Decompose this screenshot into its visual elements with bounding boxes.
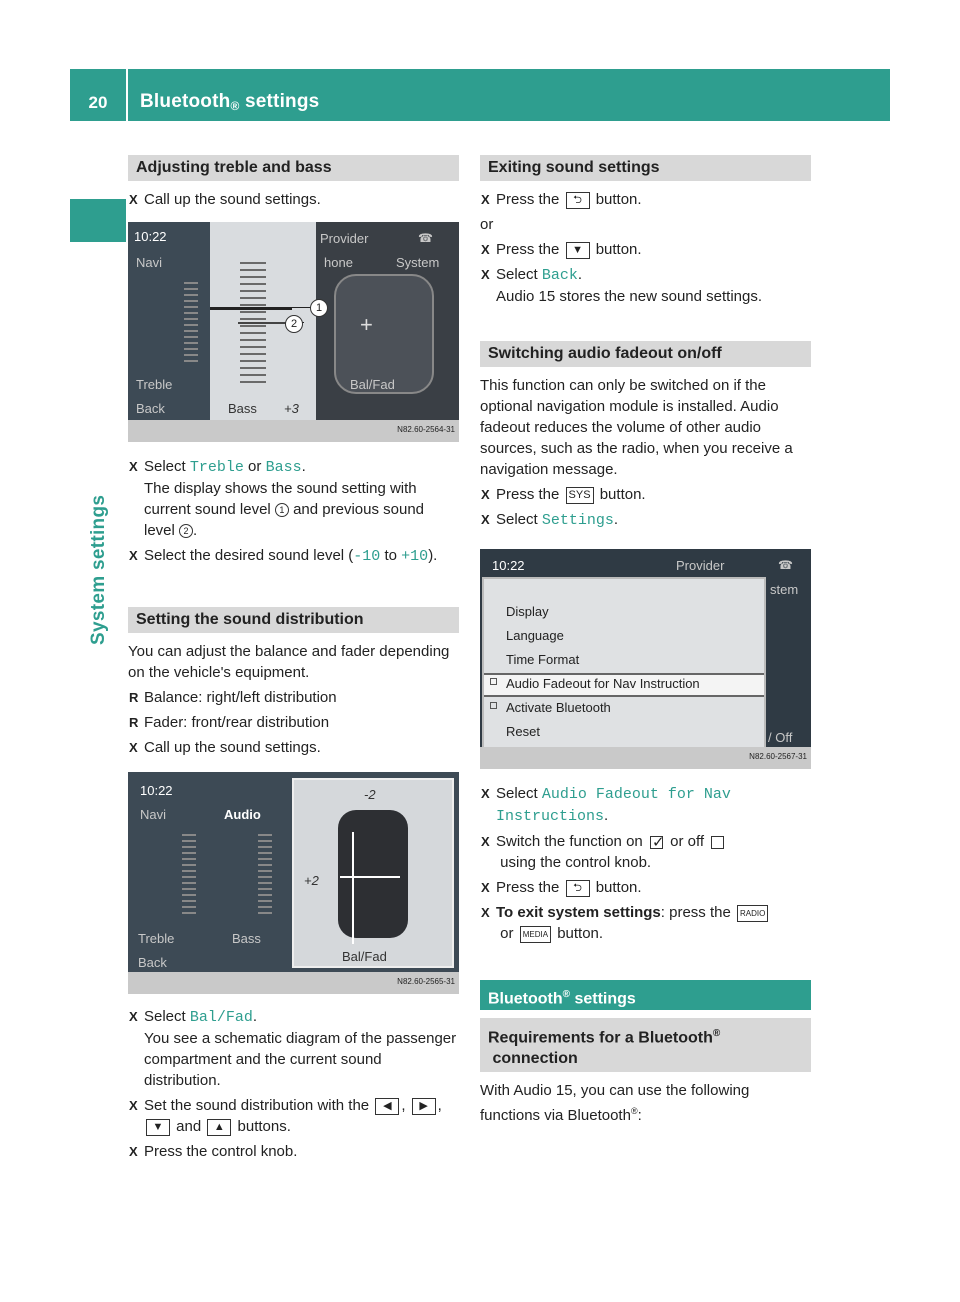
page-title-sup: ®: [230, 99, 240, 113]
step: [480, 484, 811, 505]
step-text: .: [577, 266, 583, 283]
step-text: Press the control knob.: [144, 1143, 298, 1160]
current-level-line: [210, 307, 292, 310]
screen-provider: Provider: [320, 231, 369, 246]
step-text: Call up the sound settings.: [144, 191, 321, 208]
figure-code: N82.60-2564-31: [397, 425, 455, 434]
heading-sup: ®: [712, 1028, 721, 1039]
callout-2: 2: [285, 315, 303, 333]
screen-level-ticks-left: [184, 282, 198, 362]
screen-balfad: Bal/Fad: [342, 949, 387, 964]
balance-line: [340, 876, 400, 878]
bullet: [128, 712, 459, 733]
step: [480, 783, 811, 827]
page-number: 20: [88, 93, 108, 112]
step-text: Select: [496, 785, 542, 802]
checkbox-off-icon: [711, 836, 724, 849]
screen-tab-system: System: [396, 255, 440, 270]
heading-text: Bluetooth: [488, 990, 563, 1008]
back-key-icon: ⮌: [566, 880, 590, 897]
settings-menu-item: Time Format: [506, 652, 580, 667]
page-title-a: Bluetooth: [140, 91, 231, 112]
screen-treble: Treble: [136, 377, 173, 392]
step-text: Switch the function on: [496, 833, 647, 850]
step: [128, 1006, 459, 1091]
section-title-bluetooth-settings: [480, 980, 811, 1010]
step-text: Call up the sound settings.: [144, 739, 321, 756]
paragraph: [480, 1080, 811, 1126]
section-title-sound-distribution: Setting the sound distribution: [128, 607, 459, 633]
screen-tab-phone: hone: [324, 255, 353, 270]
screenshot-sound-distribution: [128, 772, 459, 994]
screen-treble: Treble: [138, 931, 175, 946]
settings-menu-item: Language: [506, 628, 564, 643]
step-text: Press the: [496, 241, 564, 258]
paragraph-sup: ®: [630, 1106, 638, 1117]
step: X Set the sound distribution with the ◀ , ▶ , ▼ and ▲ buttons.: [128, 1095, 459, 1137]
step: [480, 509, 811, 531]
heading-text: settings: [570, 990, 636, 1008]
up-arrow-key-icon: ▲: [207, 1119, 231, 1136]
step-text: button.: [591, 241, 642, 258]
step: [480, 239, 811, 260]
section-title-audio-fadeout: Switching audio fadeout on/off: [480, 341, 811, 367]
previous-level-line: [238, 322, 292, 324]
heading-sup: ®: [562, 989, 571, 1000]
screen-tab-system: stem: [770, 582, 799, 597]
step-text: buttons.: [233, 1118, 291, 1135]
screen-time: 10:22: [492, 558, 525, 573]
bullet-text: Fader: front/rear distribution: [144, 714, 330, 731]
step-text: .: [613, 511, 619, 528]
step-text-bold: To exit system settings: [496, 904, 661, 921]
step-text: .: [252, 1008, 258, 1025]
step-text: Select: [144, 1008, 190, 1025]
screen-level-ticks-bass: [258, 834, 272, 918]
step: [128, 456, 459, 541]
step: [128, 737, 459, 758]
right-column: [480, 155, 811, 1126]
screen-back: Back: [136, 401, 165, 416]
step-text: to: [380, 547, 402, 564]
heading-text: Requirements for a Bluetooth: [488, 1029, 713, 1047]
step-text: .: [604, 807, 609, 824]
settings-menu-item: Audio Fadeout for Nav Instruction: [506, 676, 700, 691]
step-text: Select: [496, 266, 542, 283]
screenshot-treble-bass: [128, 222, 459, 442]
menu-ref: Audio Fadeout for Nav Instructions: [496, 786, 731, 825]
phone-icon: ☎: [778, 558, 793, 572]
section-title-exiting-sound: Exiting sound settings: [480, 155, 811, 181]
step-desc: Audio 15 stores the new sound settings.: [496, 288, 763, 305]
step-text: button.: [591, 879, 642, 896]
step-text: or off: [665, 833, 709, 850]
screen-off: / Off: [768, 730, 793, 745]
step-text: ).: [428, 547, 438, 564]
step-desc: The display shows the sound setting with current sound level: [144, 480, 417, 518]
sidebar-label: System settings: [88, 494, 109, 645]
callout-1: 1: [310, 299, 328, 317]
step-text: button.: [595, 486, 646, 503]
step-desc: You see a schematic diagram of the passenger compartment and the current sound distribution.: [144, 1030, 457, 1089]
paragraph-text: With Audio 15, you can use the following functions via Bluetooth: [480, 1082, 750, 1125]
radio-key-icon: RADIO: [737, 905, 768, 922]
step-text: or: [496, 925, 518, 942]
menu-checkbox-icon: [490, 702, 497, 709]
step: [480, 831, 811, 873]
checkbox-on-icon: [650, 836, 663, 849]
step: [480, 264, 811, 307]
screen-back: Back: [138, 955, 167, 970]
step: [480, 189, 811, 210]
screen-bass: Bass: [228, 401, 257, 416]
step-text: or: [243, 458, 266, 475]
bullet: [128, 687, 459, 708]
screenshot-settings-menu: [480, 549, 811, 769]
callout-ref: 2: [179, 524, 193, 538]
paragraph-text: :: [637, 1107, 642, 1125]
balance-value: +2: [304, 873, 319, 888]
menu-ref: Bass: [265, 459, 302, 476]
step-text: Select the desired sound level (: [144, 547, 354, 564]
step-desc: .: [193, 522, 198, 539]
down-arrow-key-icon: ▼: [566, 242, 590, 259]
step-text: : press the: [660, 904, 735, 921]
menu-ref: +10: [401, 548, 429, 565]
screen-bass-value: +3: [284, 401, 299, 416]
step-text: .: [301, 458, 306, 475]
settings-menu-item: Display: [506, 604, 549, 619]
step: [128, 545, 459, 567]
step-text: button.: [553, 925, 604, 942]
down-arrow-key-icon: ▼: [146, 1119, 170, 1136]
step-text: Press the: [496, 191, 564, 208]
screen-level-ticks-treble: [182, 834, 196, 918]
figure-code: N82.60-2565-31: [397, 977, 455, 986]
fader-line: [352, 832, 354, 944]
menu-ref: Settings: [541, 512, 614, 529]
screen-tab-audio: Audio: [224, 807, 261, 822]
right-arrow-key-icon: ▶: [412, 1098, 436, 1115]
step-text: Select: [144, 458, 190, 475]
paragraph: This function can only be switched on if the optional navigation module is installed. Audio fadeout reduces the volume of other audio sources, such as the radio, when you receive a navigation message.: [480, 377, 793, 478]
left-arrow-key-icon: ◀: [375, 1098, 399, 1115]
phone-icon: ☎: [418, 231, 433, 245]
step: [128, 1141, 459, 1162]
bullet-text: Balance: right/left distribution: [144, 689, 337, 706]
car-diagram: [338, 810, 408, 938]
page-title: [140, 69, 319, 121]
paragraph: or: [480, 216, 494, 233]
crosshair-icon: +: [360, 312, 373, 337]
page-title-b: settings: [239, 91, 320, 112]
screen-level-ticks: [240, 262, 266, 386]
step: [128, 189, 459, 210]
screen-tab-navi: Navi: [140, 807, 167, 822]
step-text: Press the: [496, 879, 564, 896]
step-text: Press the: [496, 486, 564, 503]
sidebar-marker: [70, 199, 126, 242]
menu-ref: -10: [353, 548, 381, 565]
screen-time: 10:22: [140, 783, 173, 798]
back-key-icon: ⮌: [566, 192, 590, 209]
screen-time: 10:22: [134, 229, 167, 244]
settings-menu-item: Activate Bluetooth: [506, 700, 611, 715]
step-text: Set the sound distribution with the: [144, 1097, 374, 1114]
step-text: button.: [591, 191, 642, 208]
settings-menu-item: Reset: [506, 724, 540, 739]
step-text: Select: [496, 511, 542, 528]
sys-key-icon: SYS: [566, 487, 594, 504]
header-divider: [126, 69, 128, 121]
left-column: [128, 155, 459, 1162]
screen-balfad: Bal/Fad: [350, 377, 395, 392]
section-title-treble-bass: Adjusting treble and bass: [128, 155, 459, 181]
step-text: and: [172, 1118, 206, 1135]
screen-bass: Bass: [232, 931, 261, 946]
screen-tab-navi: Navi: [136, 255, 163, 270]
step-desc: and previous sound level: [144, 501, 429, 539]
section-title-bt-requirements: [480, 1018, 811, 1072]
fader-value: -2: [364, 787, 376, 802]
media-key-icon: MEDIA: [520, 926, 551, 943]
step: [480, 877, 811, 898]
step: [480, 902, 811, 944]
paragraph: You can adjust the balance and fader depending on the vehicle's equipment.: [128, 643, 450, 681]
menu-ref: Bal/Fad: [189, 1009, 253, 1026]
step-text: using the control knob.: [496, 854, 652, 871]
menu-ref: Treble: [189, 459, 244, 476]
figure-code: N82.60-2567-31: [749, 752, 807, 761]
menu-ref: Back: [541, 267, 578, 284]
menu-checkbox-icon: [490, 678, 497, 685]
screen-provider: Provider: [676, 558, 725, 573]
callout-ref: 1: [275, 503, 289, 517]
heading-text: connection: [488, 1050, 578, 1068]
